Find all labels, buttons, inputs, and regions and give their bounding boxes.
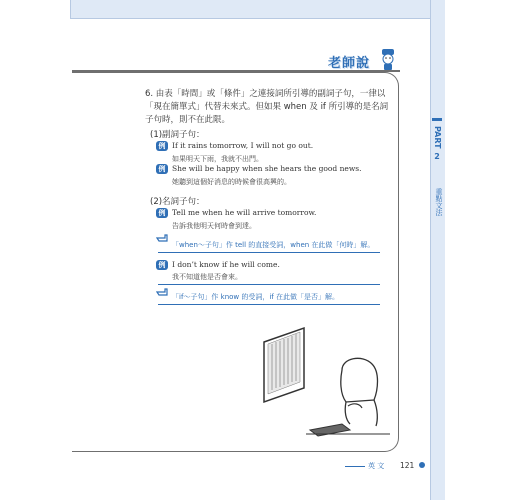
example-icon: 例 (156, 164, 168, 174)
section-label: 重點文法 (435, 188, 443, 216)
example-zh: 如果明天下雨，我就不出門。 (172, 155, 263, 163)
example-en: I don’t know if he will come. (172, 260, 280, 269)
part-number: 2 (434, 151, 440, 161)
page-number: 121 (400, 461, 415, 470)
part-label (430, 126, 444, 163)
example-icon: 例 (156, 260, 168, 270)
pointing-hand-icon (156, 286, 172, 298)
top-band (70, 0, 444, 19)
note-text: 「when～子句」作 tell 的直接受詞，when 在此做「何時」解。 (172, 241, 375, 249)
note-text: 「if～子句」作 know 的受詞，if 在此做「是否」解。 (172, 293, 339, 301)
note-rule (158, 252, 380, 253)
corner-dot-icon (418, 461, 426, 469)
example-zh: 告訴我他明天何時會到達。 (172, 222, 256, 230)
example-zh: 我不知道他是否會來。 (172, 273, 242, 281)
section2-heading: (2)名詞子句： (150, 197, 205, 207)
example-zh: 她聽到這個好消息的時候會很高興的。 (172, 178, 291, 186)
rule-intro: 6. 由表「時間」或「條件」之連接詞所引導的副詞子句，一律以「現在簡單式」代替未來式。但如果 when 及 if 所引導的是名詞子句時，則不在此限。 (145, 89, 389, 125)
note-rule (158, 284, 380, 285)
footer-rule (345, 466, 365, 467)
example-en: Tell me when he will arrive tomorrow. (172, 208, 317, 217)
teacher-mascot-icon (380, 48, 396, 70)
part-marker-bar (432, 118, 442, 121)
example-en: If it rains tomorrow, I will not go out. (172, 141, 314, 150)
girl-looking-at-rain-illustration (250, 320, 400, 445)
example-en: She will be happy when she hears the good news. (172, 164, 362, 173)
teacher-says-badge (328, 50, 398, 76)
footer-subject: 英 文 (368, 462, 385, 470)
part-word: PART (433, 126, 442, 149)
example-icon: 例 (156, 208, 168, 218)
example-icon: 例 (156, 141, 168, 151)
badge-label: 老師說 (328, 56, 371, 71)
section1-heading: (1)副詞子句： (150, 130, 205, 140)
right-side-strip (430, 0, 445, 500)
note-rule (158, 304, 380, 305)
pointing-hand-icon (156, 232, 172, 244)
